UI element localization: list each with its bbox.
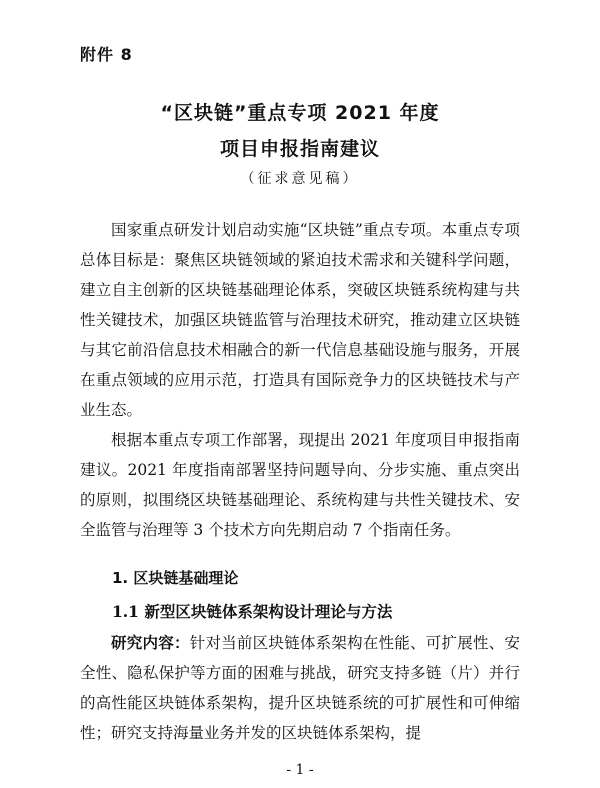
document-title-line1: “区块链”重点专项 2021 年度	[160, 102, 440, 124]
paragraph-1: 国家重点研发计划启动实施“区块链”重点专项。本重点专项总体目标是：聚焦区块链领域的紧迫技术需求和关键科学问题，建立自主创新的区块链基础理论体系，突破区块链系统构建与共性关键技术，加强区块链监管与治理技术研究，推动建立区块链与其它前沿信息技术相融合的新一代信息基础设施与服务，开展在重点领域的应用示范，打造具有国际竞争力的区块链技术与产业生态。	[80, 221, 520, 419]
intro-body	[80, 215, 520, 545]
subsection-heading: 1.1 新型区块链体系架构设计理论与方法	[112, 602, 393, 621]
research-body	[80, 628, 520, 748]
section-heading: 1. 区块链基础理论	[112, 569, 239, 587]
document-subtitle: （征求意见稿）	[240, 171, 360, 187]
research-paragraph	[80, 628, 520, 748]
paragraph-2: 根据本重点专项工作部署，现提出 2021 年度项目申报指南建议。2021 年度指南部署坚持问题导向、分步实施、重点突出的原则，拟围绕区块链基础理论、系统构建与共性关键技术、安全监管与治理等 3 个技术方向先期启动 7 个指南任务。	[80, 431, 520, 539]
research-label: 研究内容：	[111, 633, 190, 652]
page-number: - 1 -	[286, 762, 314, 778]
document-title-line2: 项目申报指南建议	[219, 138, 380, 160]
attachment-label: 附件 8	[80, 45, 133, 64]
research-text: 针对当前区块链体系架构在性能、可扩展性、安全性、隐私保护等方面的困难与挑战，研究支持多链（片）并行的高性能区块链体系架构，提升区块链系统的可扩展性和可伸缩性；研究支持海量业务并发的区块链体系架构，提	[80, 634, 520, 742]
